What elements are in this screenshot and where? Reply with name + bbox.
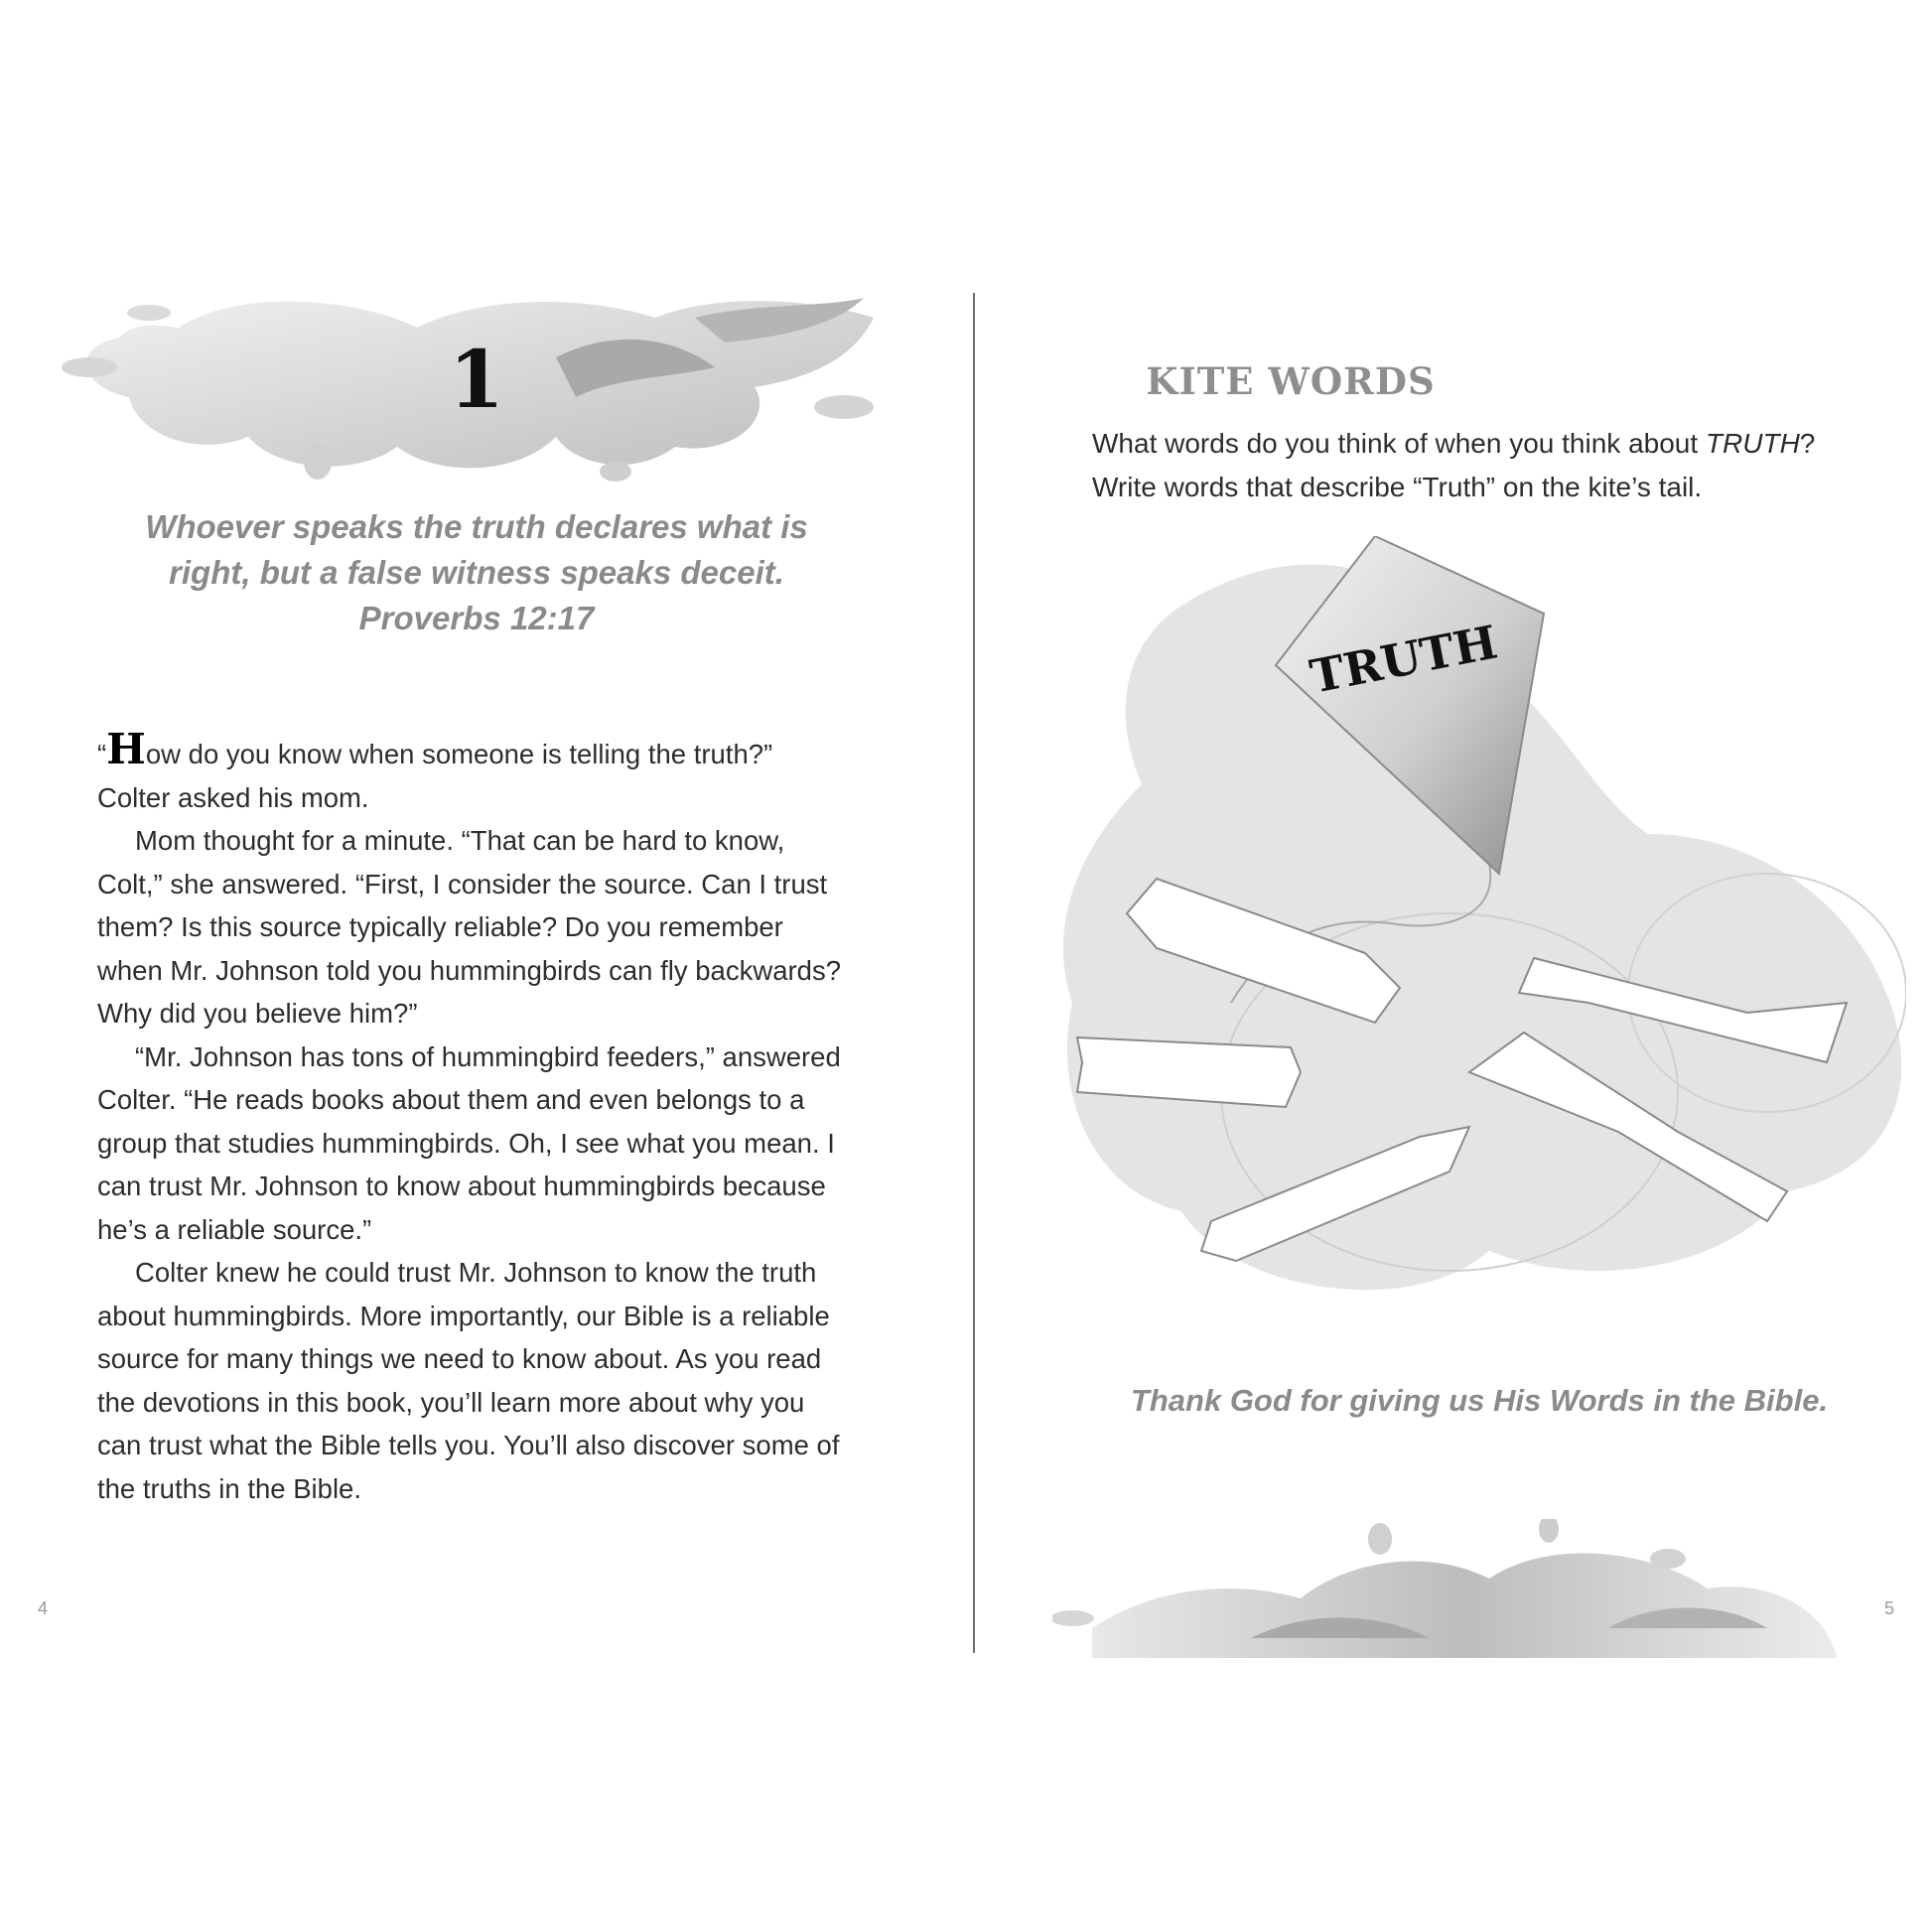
activity-instructions (1092, 422, 1866, 509)
story-text (97, 725, 852, 1510)
page-number-right: 5 (1884, 1598, 1895, 1618)
kite-illustration (1033, 536, 1906, 1320)
instruction-line: Write words that describe “Truth” on the kite’s tail. (1092, 472, 1703, 502)
verse-reference: Proverbs 12:17 (358, 600, 595, 636)
story-paragraph (97, 725, 852, 819)
emphasized-word: TRUTH (1705, 428, 1800, 459)
closing-prayer: Thank God for giving us His Words in the Bible. (1130, 1383, 1829, 1418)
verse-line: right, but a false witness speaks deceit. (169, 554, 784, 591)
story-paragraph-text: ow do you know when someone is telling the truth?” Colter asked his mom. (97, 739, 773, 813)
chapter-number: 1 (449, 333, 504, 426)
paint-splash-decoration (1052, 1519, 1847, 1658)
activity-title: KITE WORDS (1146, 359, 1436, 403)
story-paragraph: Colter knew he could trust Mr. Johnson to know the truth about hummingbirds. More importantly, our Bible is a reliable source for many things we need to know about. As you read the devotions in this book, you’ll learn more about why you can trust what the Bible tells you. You’ll also discover some of the truths in the Bible. (97, 1257, 840, 1504)
page-number-left: 4 (38, 1598, 49, 1618)
story-paragraph: Mom thought for a minute. “That can be hard to know, Colt,” she answered. “First, I consider the source. Can I trust them? Is this source typically reliable? Do you remember when Mr. Johnson told you hummingbirds can fly backwards? Why did you believe him?” (97, 825, 841, 1029)
instruction-line: What words do you think of when you think about TRUTH? (1092, 428, 1816, 459)
bible-verse (139, 504, 814, 641)
verse-line: Whoever speaks the truth declares what is (145, 508, 808, 545)
kite-label: TRUTH (1306, 615, 1502, 704)
open-quote: “ (97, 739, 107, 769)
page-gutter-divider (973, 293, 975, 1653)
drop-cap: H (106, 725, 146, 773)
story-paragraph: “Mr. Johnson has tons of hummingbird feeders,” answered Colter. “He reads books about them and even belongs to a group that studies hummingbirds. Oh, I see what you mean. I can trust Mr. Johnson to know about hummingbirds because he’s a reliable source.” (97, 1040, 841, 1245)
